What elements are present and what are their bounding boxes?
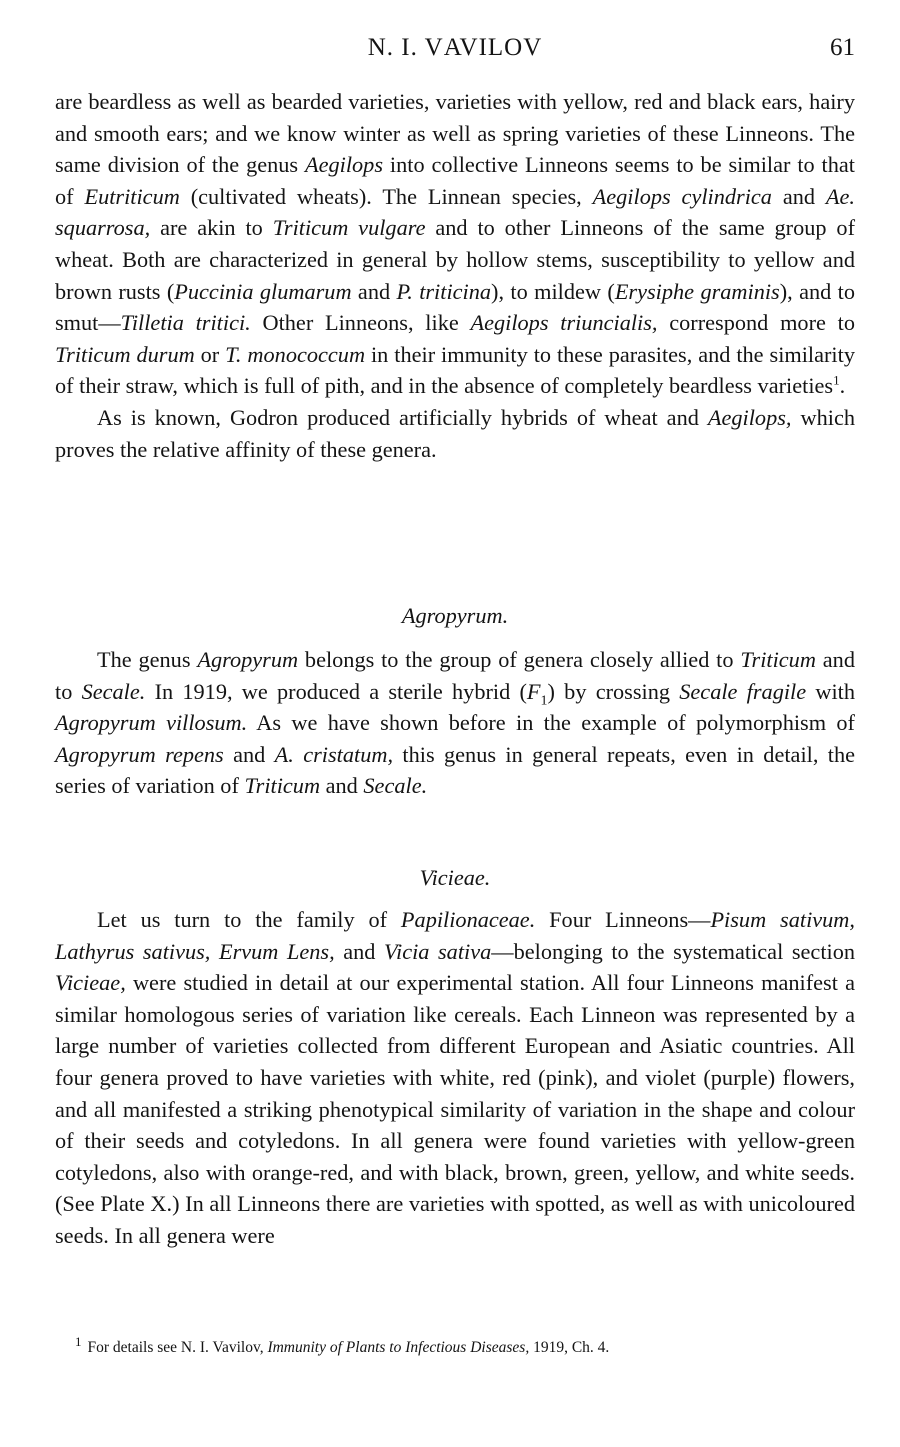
italic-term: Eutriticum xyxy=(84,183,180,209)
italic-term: Puccinia glumarum xyxy=(174,278,352,304)
text-run: (cultivated wheats). The Linnean species, xyxy=(179,183,593,209)
subscript: 1 xyxy=(540,693,548,709)
text-run: The genus xyxy=(97,647,198,672)
text-run: Other Linneons, like xyxy=(250,310,471,336)
text-run: ), and to smut— xyxy=(55,278,856,336)
text-block-agropyrum xyxy=(55,644,855,802)
italic-term: Aegilops xyxy=(304,152,384,178)
italic-term: Pisum sativum, Lathyrus sativus, Ervum Lens, xyxy=(55,907,855,964)
paragraph-godron-hybrids xyxy=(55,402,855,465)
text-run: in their immunity to these parasites, and the similarity of their straw, which is full of pith, and in the absence of completely beardless varieties xyxy=(55,341,855,399)
text-run: were studied in detail at our experimental station. All four Linneons manifest a similar homologous series of variation like cereals. Each Linneon was represented by a large number of varieties collected from different European and Asiatic countries. All four genera proved to have varieties with white, red (pink), and violet (purple) flowers, and all manifested a striking phenotypical similarity of variation in the shape and colour of their seeds and cotyledons. In all genera were found varieties with yellow-green cotyledons, also with orange-red, and with black, brown, green, yellow, and white seeds. (See Plate X.) In all Linneons there are varieties with spotted, as well as with unicoloured seeds. In all genera were xyxy=(55,970,855,1248)
italic-term: Triticum xyxy=(740,647,816,672)
text-run: into collective Linneons seems to be similar to that of xyxy=(55,152,855,209)
italic-term: A. cristatum, xyxy=(274,741,394,767)
italic-term: Vicieae, xyxy=(55,970,126,996)
section-heading-agropyrum: Agropyrum. xyxy=(401,603,509,628)
text-run: and xyxy=(223,741,275,767)
text-block-aegilops xyxy=(55,86,855,465)
text-run: and to other Linneons of the same group of wheat. Both are characterized in general by hollow stems, susceptibility to yellow and brown rusts ( xyxy=(55,215,856,304)
text-run: For details see N. I. Vavilov, xyxy=(87,1339,268,1356)
text-run: As is known, Godron produced artificially hybrids of wheat and xyxy=(97,404,708,430)
text-run: and xyxy=(320,773,364,799)
running-title xyxy=(55,34,855,62)
paragraph-agropyrum xyxy=(55,644,855,802)
text-run: correspond more to xyxy=(657,310,855,336)
text-run: and to xyxy=(55,647,855,704)
italic-term: Agropyrum repens xyxy=(55,741,224,767)
footnote-marker: 1 xyxy=(833,372,840,388)
text-run: 1919, Ch. 4. xyxy=(529,1339,610,1356)
section-heading-vicieae: Vicieae. xyxy=(419,865,491,890)
footnote xyxy=(75,1333,855,1359)
italic-term: Secale. xyxy=(81,678,146,704)
text-run: and xyxy=(771,183,826,209)
italic-term: Aegilops cylindrica xyxy=(592,183,772,209)
text-run: or xyxy=(194,341,226,367)
text-run: are akin to xyxy=(150,215,273,241)
italic-term: Aegilops, xyxy=(707,404,792,430)
text-run: this genus in general repeats, even in detail, the series of variation of xyxy=(55,741,856,799)
page-number: 61 xyxy=(830,34,855,61)
italic-term: Triticum vulgare xyxy=(272,215,426,241)
paragraph-aegilops-continued xyxy=(55,86,855,402)
footnote-marker: 1 xyxy=(75,1333,82,1349)
running-title-rest: AVILOV xyxy=(443,34,543,61)
italic-term: Secale. xyxy=(363,773,428,799)
text-run: which proves the relative affinity of these genera. xyxy=(55,404,855,462)
text-run: In 1919, we produced a sterile hybrid ( xyxy=(145,678,527,704)
text-run: . xyxy=(839,373,846,399)
text-run: and xyxy=(334,938,385,964)
text-run: belongs to the group of genera closely allied to xyxy=(298,647,741,672)
italic-term: Aegilops triuncialis, xyxy=(470,310,658,336)
text-run: As we have shown before in the example of polymorphism of xyxy=(247,710,855,736)
italic-term: Erysiphe graminis xyxy=(614,278,780,304)
running-header xyxy=(55,30,855,66)
text-run: with xyxy=(806,678,856,704)
italic-term: Vicia sativa xyxy=(384,938,492,964)
italic-term: Secale fragile xyxy=(679,678,807,704)
italic-term: F xyxy=(526,678,541,704)
text-run: and xyxy=(351,278,397,304)
text-run: are beardless as well as bearded varieties, varieties with yellow, red and black ears, hairy and smooth ears; and we know winter as well as spring varieties of these Linneons. The same division of the genus xyxy=(55,89,855,178)
italic-term: Triticum xyxy=(244,773,321,799)
italic-term: Triticum durum xyxy=(55,341,195,367)
italic-term: P. triticina xyxy=(396,278,492,304)
text-run: ), to mildew ( xyxy=(491,278,615,304)
italic-term: T. monococcum xyxy=(225,341,366,367)
italic-term: Ae. squarrosa, xyxy=(55,183,855,241)
italic-term: Agropyrum xyxy=(197,647,299,672)
text-run: —belonging to the systematical section xyxy=(491,938,856,964)
text-block-vicieae xyxy=(55,904,855,1252)
text-run: Let us turn to the family of xyxy=(97,907,401,932)
running-title-prefix: N. I. V xyxy=(367,34,444,61)
text-run: Four Linneons— xyxy=(535,907,711,932)
paragraph-vicieae xyxy=(55,904,855,1252)
italic-term: Papilionaceae. xyxy=(400,907,536,932)
italic-term: Immunity of Plants to Infectious Diseases, xyxy=(267,1339,530,1356)
italic-term: Tilletia tritici. xyxy=(120,310,251,336)
text-run: ) by crossing xyxy=(547,678,680,704)
italic-term: Agropyrum villosum. xyxy=(55,710,248,736)
